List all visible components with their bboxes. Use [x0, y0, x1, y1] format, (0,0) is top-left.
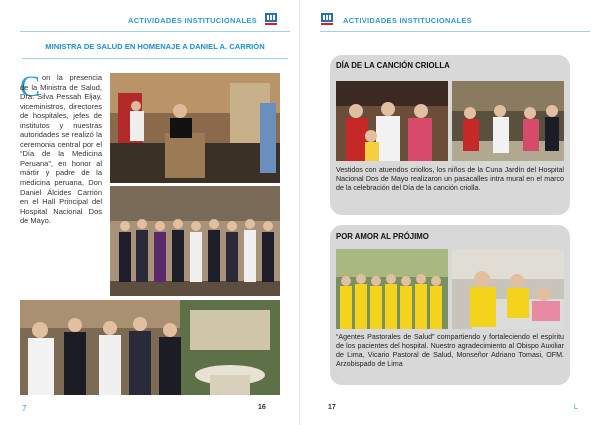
- photo-pastoral-agents: [336, 249, 448, 329]
- right-header-rule: [320, 31, 590, 32]
- panel-caption: Vestidos con atuendos criollos, los niños de la Cuna Jardín del Hospital Nacional Dos de Mayo realizaron un pasacalles intra mural en el marco de la celebración del Día de la canción criolla.: [336, 166, 564, 193]
- minsa-hospital-logo-icon: [264, 11, 278, 27]
- photo-wreath-ceremony: [20, 300, 280, 395]
- minsa-hospital-logo-icon: [320, 11, 334, 27]
- page-number-left: 16: [258, 404, 266, 411]
- article-body: on la presencia de la Ministra de Salud, Dra. Silva Pessah Eljay, viceministros, directores de hospitales, jefes de institutos y nuestras autoridades se realizó la ceremonia central por el “Día de la Medicina Peruana”, en honor al mártir y padre de la medicina peruana, Don Daniel Álcides Carrión en el Hall Principal del Hospital Nacional Dos de Mayo.: [20, 73, 102, 226]
- photo-minister-podium: [110, 73, 280, 183]
- title-divider: [22, 58, 288, 59]
- right-header-label: ACTIVIDADES INSTITUCIONALES: [343, 16, 472, 25]
- panel-amor-al-projimo: [330, 225, 570, 385]
- corner-mark-right: └: [572, 404, 578, 413]
- page-number-right: 17: [328, 404, 336, 411]
- photo-children-costumes-1: [336, 81, 448, 161]
- left-header-label: ACTIVIDADES INSTITUCIONALES: [128, 16, 257, 25]
- left-header-rule: [20, 31, 290, 32]
- article-title: MINISTRA DE SALUD EN HOMENAJE A DANIEL A. CARRIÓN: [45, 42, 265, 51]
- photo-patient-visit: [452, 249, 564, 329]
- photo-children-costumes-2: [452, 81, 564, 161]
- photo-authorities-group: [110, 186, 280, 296]
- article-intro-text: [20, 70, 102, 226]
- panel-cancion-criolla: [330, 55, 570, 215]
- drop-cap: C: [20, 70, 41, 103]
- panel-title: POR AMOR AL PRÓJIMO: [336, 232, 429, 241]
- panel-caption: “Agentes Pastorales de Salud” compartiendo y fortaleciendo el espíritu de los pacientes del hospital. Nuestro agradecimiento al Obispo Auxiliar de Lima, Vicario Pastoral de Salud, Monseñor Adriano Tomasi, OFM. Arzobispado de Lima: [336, 333, 564, 369]
- corner-mark-left: 7: [22, 404, 27, 413]
- panel-title: DÍA DE LA CANCIÓN CRIOLLA: [336, 61, 450, 70]
